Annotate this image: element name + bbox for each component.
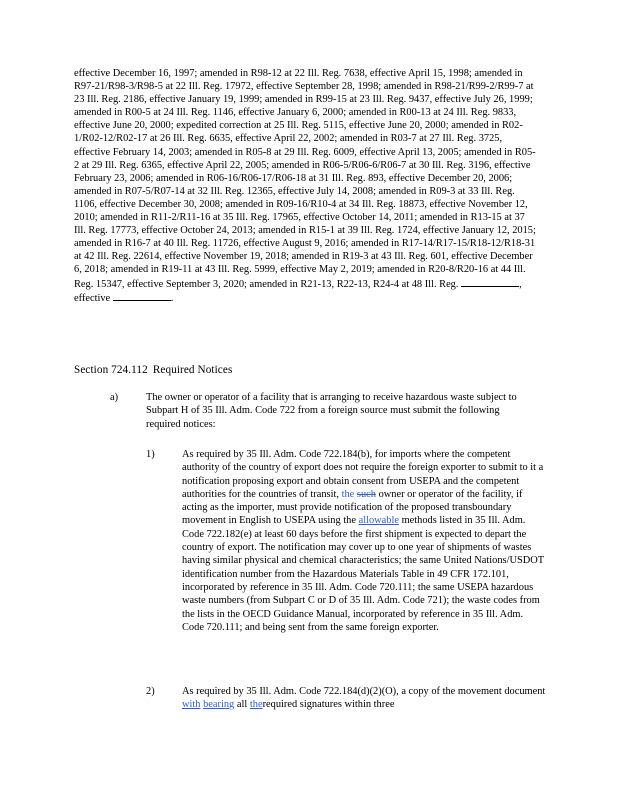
history-end-period: . xyxy=(170,292,174,304)
paragraph-2-text-part-2: all xyxy=(236,699,248,711)
section-heading xyxy=(74,364,232,376)
paragraph-1-text-part-3: methods listed in 35 Ill. Adm. Code 722.182(e) at least 60 days before the first shipment is expected to depart the country of export. The notification may cover up to one year of shipments of wastes having similar physical and chemical characteristics; the same United Nations/USDOT identification number from the Hazardous Materials Table in 49 CFR 172.101, incorporated by reference in 35 Ill. Adm. Code 720.111; the same USEPA hazardous waste numbers (from Subpart C or D of 35 Ill. Adm. Code 721); the waste codes from the lists in the OECD Guidance Manual, incorporated by reference in 35 Ill. Adm. Code 720.111; and being sent from the same foreign exporter. xyxy=(182,515,544,633)
history-effective-label: , effective xyxy=(74,278,522,304)
deleted-word-bearing: bearing xyxy=(203,699,235,711)
inserted-word-allowable: allowable xyxy=(358,515,399,527)
inserted-word-the: the xyxy=(341,488,355,500)
paragraph-2-text xyxy=(182,685,546,712)
section-title: Required Notices xyxy=(152,364,233,376)
paragraph-1-text-part-2: owner or operator of the facility, if acting as the importer, must provide notification of the proposed transboundary movement in English to USEPA using the xyxy=(182,488,523,527)
paragraph-2-label: 2) xyxy=(146,686,155,697)
paragraph-1-text xyxy=(182,448,546,634)
inserted-word-with: with xyxy=(182,699,201,711)
blank-register-page xyxy=(461,277,519,287)
source-history-note xyxy=(74,67,536,305)
paragraph-1-text-part-1: As required by 35 Ill. Adm. Code 722.184(b), for imports where the competent authority of the country of export does not require the foreign exporter to submit to it a notification proposing export and obtain consent from USEPA and the competent authorities for the countries of transit, xyxy=(182,449,544,500)
history-text: effective December 16, 1997; amended in R98-12 at 22 Ill. Reg. 7638, effective April 15, 1998; amended in R97-21/R98-3/R98-5 at 22 Ill. Reg. 17972, effective September 28, 1998; amended in R98-21/R99-2/R99-7 at 23 Ill. Reg. 2186, effective January 19, 1999; amended in R99-15 at 23 Ill. Reg. 9437, effective July 26, 1999; amended in R00-5 at 24 Ill. Reg. 1146, effective January 6, 2000; amended in R00-13 at 24 Ill. Reg. 9833, effective June 20, 2000; expedited correction at 25 Ill. Reg. 5115, effective June 20, 2000; amended in R02-1/R02-12/R02-17 at 26 Ill. Reg. 6635, effective April 22, 2002; amended in R03-7 at 27 Ill. Reg. 3725, effective February 14, 2003; amended in R05-8 at 29 Ill. Reg. 6009, effective April 13, 2005; amended in R05-2 at 29 Ill. Reg. 6365, effective April 22, 2005; amended in R06-5/R06-6/R06-7 at 30 Ill. Reg. 3196, effective February 23, 2006; amended in R06-16/R06-17/R06-18 at 31 Ill. Reg. 893, effective December 20, 2006; amended in R07-5/R07-14 at 32 Ill. Reg. 12365, effective July 14, 2008; amended in R09-3 at 33 Ill. Reg. 1106, effective December 30, 2008; amended in R09-16/R10-4 at 34 Ill. Reg. 18873, effective November 12, 2010; amended in R11-2/R11-16 at 35 Ill. Reg. 17965, effective October 14, 2011; amended in R13-15 at 37 Ill. Reg. 17773, effective October 24, 2013; amended in R15-1 at 39 Ill. Reg. 1724, effective January 12, 2015; amended in R16-7 at 40 Ill. Reg. 11726, effective August 9, 2016; amended in R17-14/R17-15/R18-12/R18-31 at 42 Ill. Reg. 22614, effective November 19, 2018; amended in R19-3 at 43 Ill. Reg. 601, effective December 6, 2018; amended in R19-11 at 43 Ill. Reg. 5999, effective May 2, 2019; amended in R20-8/R20-16 at 44 Ill. Reg. 15347, effective September 3, 2020; amended in R21-13, R22-13, R24-4 at 48 Ill. Reg. xyxy=(74,68,536,290)
subsection-a-text: The owner or operator of a facility that is arranging to receive hazardous waste subject to Subpart H of 35 Ill. Adm. Code 722 from a foreign source must submit the following required notices: xyxy=(146,392,517,430)
inserted-word-the: the xyxy=(249,699,263,711)
paragraph-2-text-part-3: required signatures within three xyxy=(262,699,395,711)
paragraph-1-label: 1) xyxy=(146,449,155,460)
paragraph-2-text-part-1: As required by 35 Ill. Adm. Code 722.184(d)(2)(O), a copy of the movement document xyxy=(182,686,546,697)
subsection-a-label: a) xyxy=(110,392,119,403)
section-number: Section 724.112 xyxy=(74,364,148,376)
deleted-word-such: such xyxy=(356,488,376,500)
blank-effective-date xyxy=(113,291,171,301)
